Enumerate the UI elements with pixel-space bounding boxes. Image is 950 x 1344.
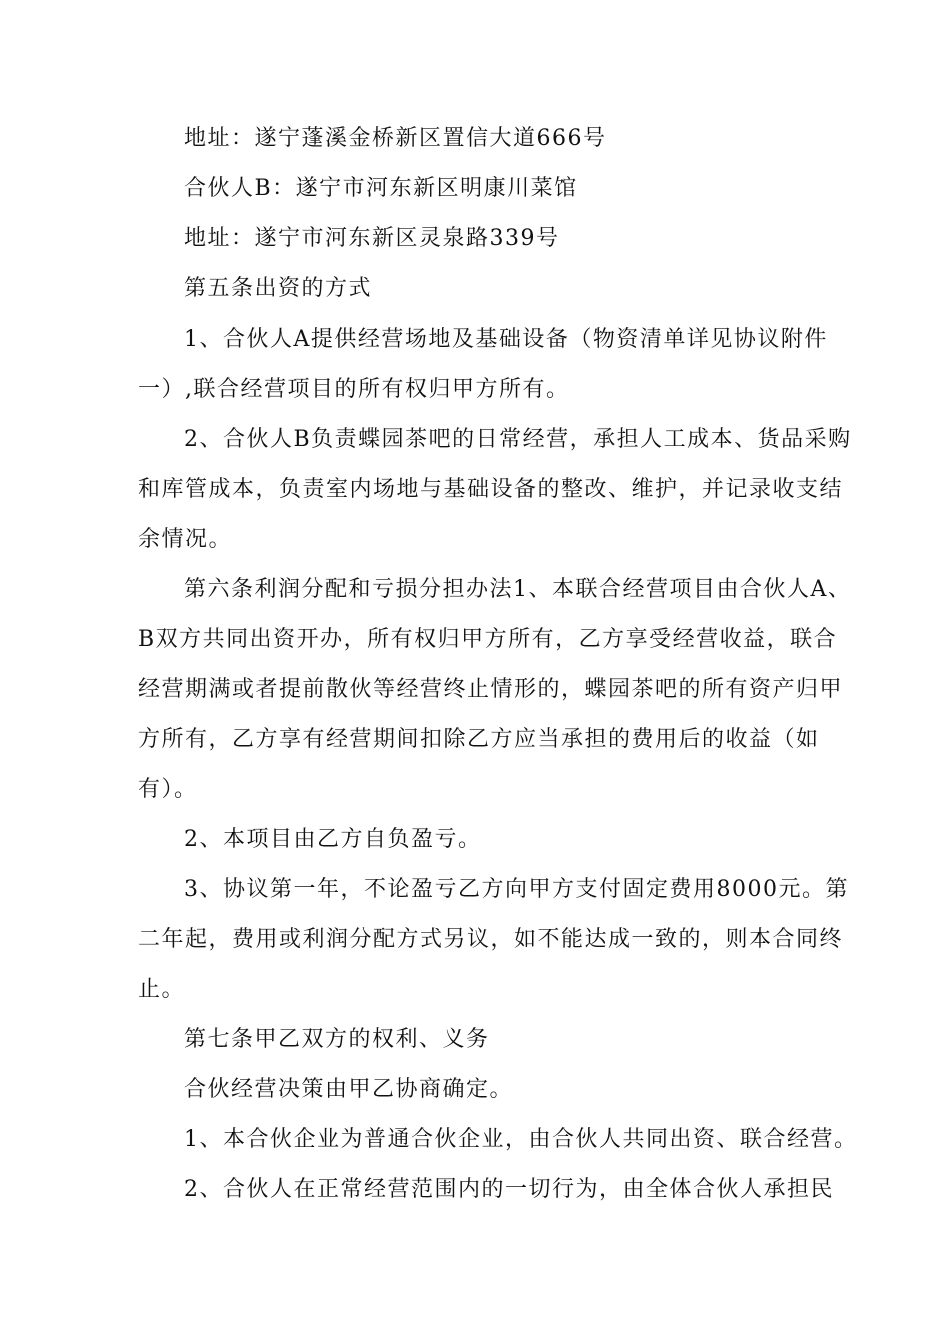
text-line: 和库管成本，负责室内场地与基础设备的整改、维护，并记录收支结 (138, 477, 844, 502)
text-line: 余情况。 (138, 527, 233, 552)
article-5-heading: 第五条出资的方式 (184, 276, 373, 301)
article-7-heading: 第七条甲乙双方的权利、义务 (184, 1027, 490, 1052)
text-line: 一）,联合经营项目的所有权归甲方所有。 (138, 377, 570, 402)
text-line: 止。 (138, 977, 186, 1002)
text-line: 有）。 (138, 777, 198, 802)
text-line: 经营期满或者提前散伙等经营终止情形的，蝶园茶吧的所有资产归甲 (138, 677, 844, 702)
text-line: 合伙经营决策由甲乙协商确定。 (184, 1077, 514, 1102)
text-line: 3、协议第一年，不论盈亏乙方向甲方支付固定费用8000元。第 (184, 877, 849, 902)
text-line: 1、合伙人A提供经营场地及基础设备（物资清单详见协议附件 (184, 327, 828, 352)
text-line: 2、合伙人B负责蝶园茶吧的日常经营，承担人工成本、货品采购 (184, 427, 852, 452)
text-line: 二年起，费用或利润分配方式另议，如不能达成一致的，则本合同终 (138, 927, 844, 952)
text-line: 1、本合伙企业为普通合伙企业，由合伙人共同出资、联合经营。 (184, 1127, 858, 1152)
text-line: 2、本项目由乙方自负盈亏。 (184, 827, 482, 852)
text-line-address-a: 地址：遂宁蓬溪金桥新区置信大道666号 (184, 126, 607, 151)
text-line: 方所有，乙方享有经营期间扣除乙方应当承担的费用后的收益（如 (138, 727, 820, 752)
article-6-heading: 第六条利润分配和亏损分担办法1、本联合经营项目由合伙人A、 (184, 577, 852, 602)
text-line: 2、合伙人在正常经营范围内的一切行为，由全体合伙人承担民 (184, 1177, 834, 1202)
text-line-address-b: 地址：遂宁市河东新区灵泉路339号 (184, 226, 560, 251)
text-line-partner-b: 合伙人B：遂宁市河东新区明康川菜馆 (184, 176, 578, 201)
text-line: B双方共同出资开办，所有权归甲方所有，乙方享受经营收益，联合 (138, 627, 838, 652)
